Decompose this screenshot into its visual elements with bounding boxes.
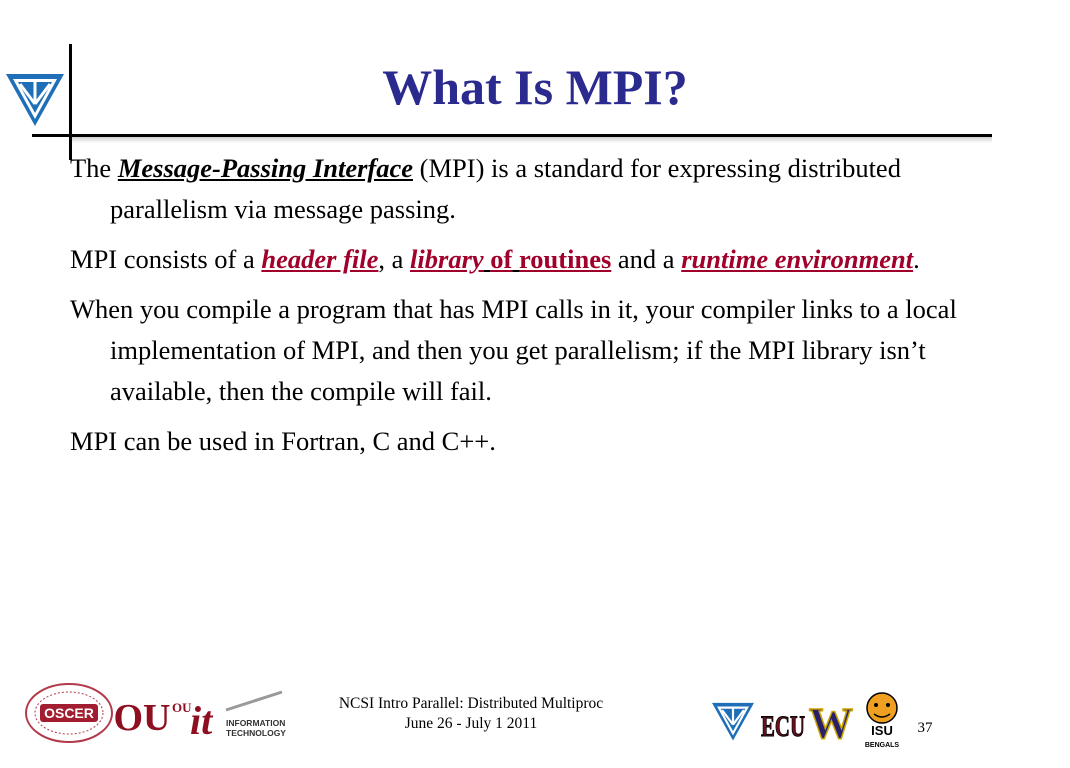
footer-text [290, 694, 652, 734]
w-logo-text: W [809, 699, 853, 748]
ou-logo-text: OU [113, 697, 171, 739]
bullet-2 [70, 239, 970, 280]
link-runtime-environment[interactable]: runtime environment [681, 244, 914, 274]
link-header-file[interactable]: header file [261, 244, 379, 274]
term-message-passing-interface: Message-Passing Interface [117, 153, 413, 183]
underline-space-b [512, 244, 519, 274]
w-logo-icon [806, 699, 856, 748]
link-routines[interactable]: routines [519, 244, 612, 274]
svg-text:OU: OU [172, 700, 192, 715]
isu-bengals-logo-icon [860, 690, 904, 750]
footer-line-2: June 26 - July 1 2011 [404, 715, 538, 732]
bullet-1-lead: The [70, 153, 118, 183]
frame-shadow [72, 137, 992, 143]
bullet-1-rest: (MPI) is a standard for expressing distributed parallelism via message passing. [110, 153, 901, 224]
bullet-2-end: . [913, 244, 920, 274]
bullet-3: When you compile a program that has MPI calls in it, your compiler links to a local implementation of MPI, and then you get parallelism; if the MPI library isn’t available, then the compile will fail. [70, 294, 957, 406]
it-logo-text: it [190, 698, 213, 743]
bullet-2-sep1: , a [378, 244, 411, 274]
ecu-logo-text: ECU [761, 710, 805, 743]
oscer-logo-icon [24, 682, 114, 744]
slide-body [70, 148, 970, 471]
link-library[interactable]: library [410, 244, 484, 274]
triangle-logo-small-icon [710, 700, 756, 742]
bullet-1 [70, 148, 970, 230]
link-of[interactable]: of [490, 244, 513, 274]
page-number: 37 [917, 720, 933, 736]
oscer-logo-text: OSCER [44, 705, 94, 721]
ecu-logo-icon [760, 696, 806, 746]
bullet-4: MPI can be used in Fortran, C and C++. [70, 426, 496, 456]
it-logo-icon [170, 688, 290, 744]
bullet-2-lead: MPI consists of a [70, 244, 262, 274]
bengals-logo-text: BENGALS [864, 742, 900, 749]
slide-title: What Is MPI? [382, 59, 688, 115]
footer-line-1: NCSI Intro Parallel: Distributed Multiproc [338, 695, 604, 712]
ou-logo-icon [113, 684, 171, 746]
it-logo-sub1: INFORMATION [226, 718, 286, 728]
bullet-2-sep2: and a [611, 244, 682, 274]
isu-logo-text: ISU [871, 723, 893, 738]
it-logo-sub2: TECHNOLOGY [226, 728, 286, 738]
